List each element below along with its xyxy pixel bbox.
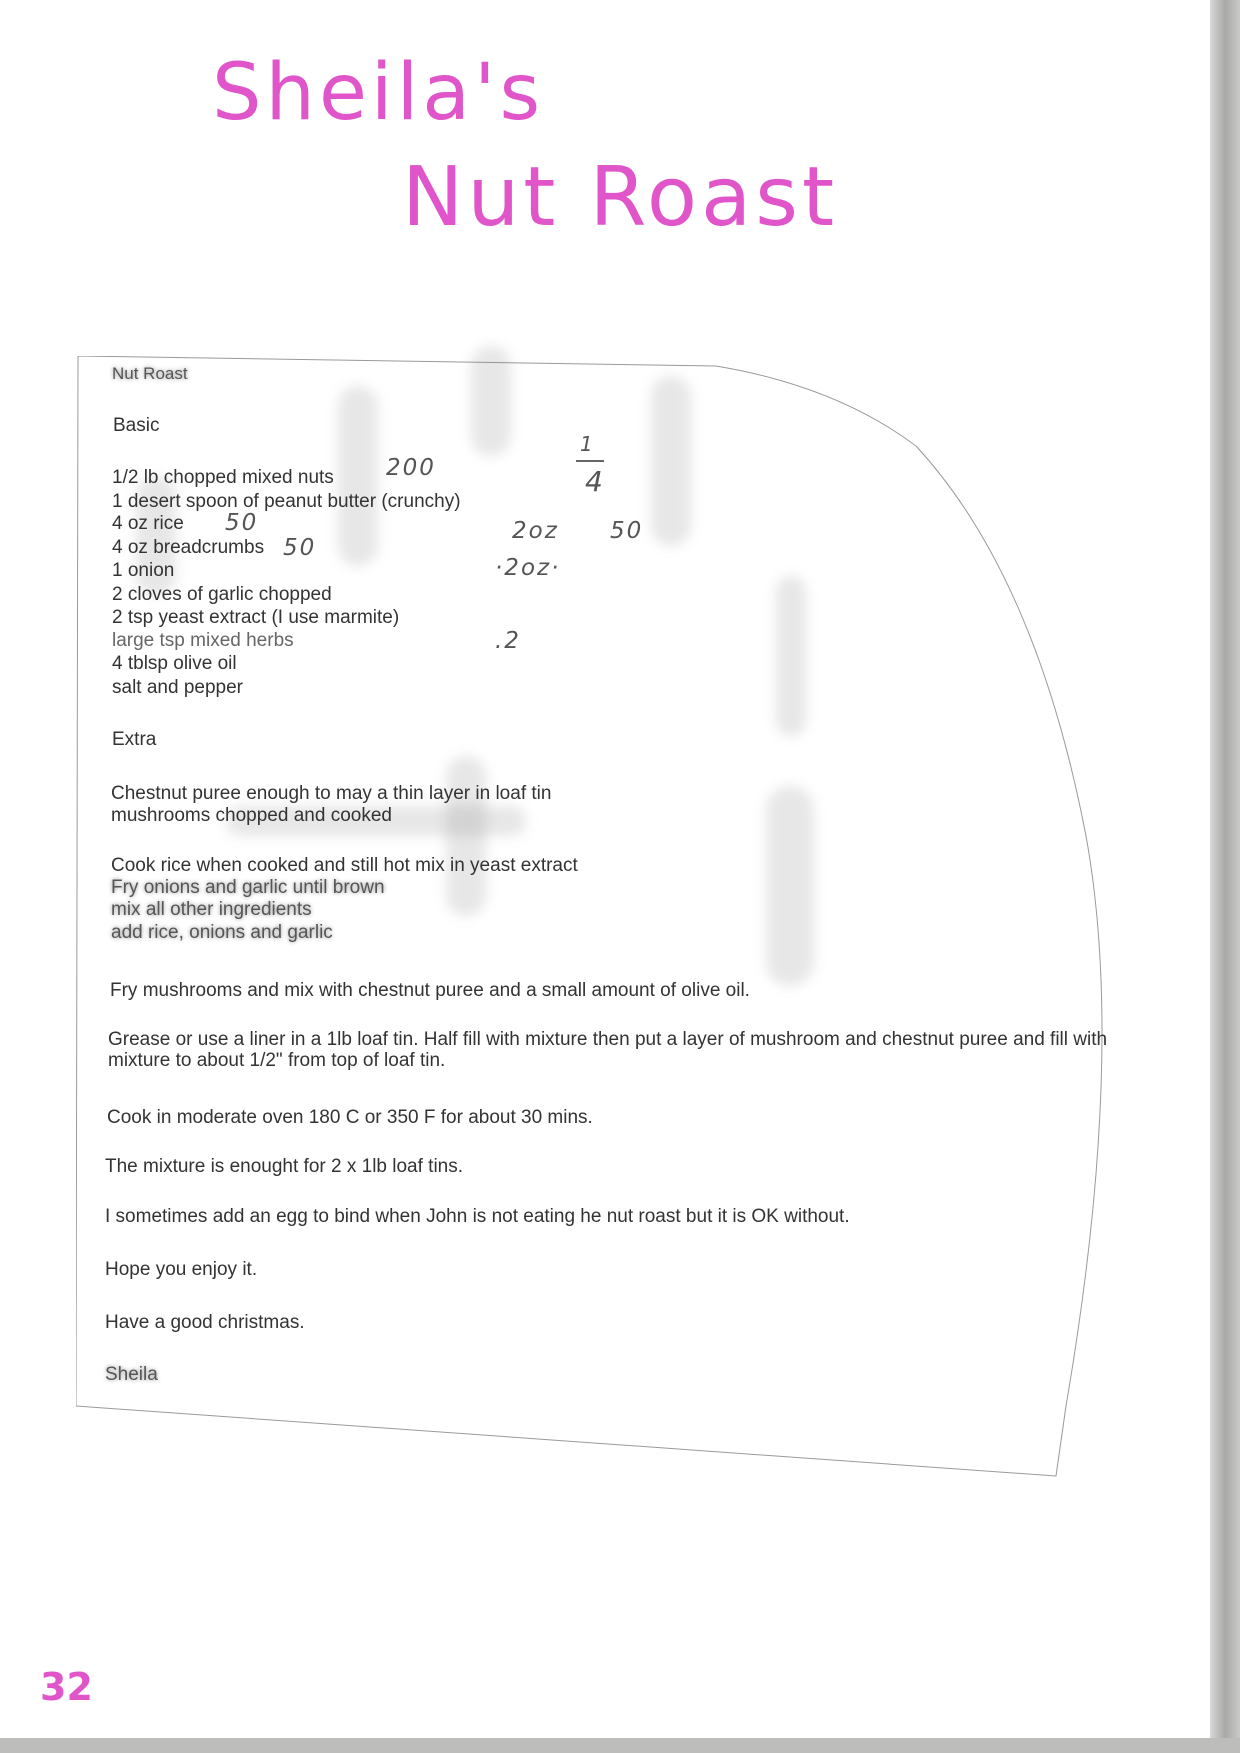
page-number: 32 <box>40 1665 93 1709</box>
toner-smear <box>471 346 511 456</box>
scanner-edge-right <box>1210 0 1240 1753</box>
ingredient-line: salt and pepper <box>112 677 243 698</box>
ingredient-line: 4 oz breadcrumbs <box>112 537 265 558</box>
handwritten-fraction-denominator: 4 <box>585 465 605 498</box>
toner-smear <box>651 376 691 546</box>
handwritten-note-rice: 50 <box>225 510 259 536</box>
handwritten-note-50: 50 <box>610 518 644 544</box>
method-step: mix all other ingredients <box>111 899 312 920</box>
handwritten-note-breadcrumbs: 50 <box>283 535 317 561</box>
signature: Sheila <box>105 1364 158 1385</box>
method-paragraph: Hope you enjoy it. <box>105 1259 258 1280</box>
method-paragraph: I sometimes add an egg to bind when John is not eating he nut roast but it is OK without. <box>105 1206 850 1227</box>
toner-smear <box>446 756 486 916</box>
recipe-heading: Nut Roast <box>112 364 188 383</box>
ingredient-line: 4 tblsp olive oil <box>112 653 237 674</box>
method-paragraph: Have a good christmas. <box>105 1312 305 1333</box>
handwritten-note-2oz: 2oz <box>512 518 559 544</box>
ingredient-line: 1 desert spoon of peanut butter (crunchy) <box>112 491 461 512</box>
extra-label: Extra <box>112 729 157 750</box>
handwritten-note-2oz-b: ·2oz· <box>495 555 561 581</box>
toner-smear <box>776 576 806 736</box>
ingredient-line: 2 tsp yeast extract (I use marmite) <box>112 607 400 628</box>
handwritten-title-line1: Sheila's <box>212 48 545 138</box>
fraction-bar <box>576 460 604 462</box>
toner-smear <box>766 786 814 986</box>
scanner-edge-bottom <box>0 1738 1240 1753</box>
method-paragraph: Cook in moderate oven 180 C or 350 F for about 30 mins. <box>107 1107 593 1128</box>
method-paragraph: Fry mushrooms and mix with chestnut puree and a small amount of olive oil. <box>110 980 750 1001</box>
method-paragraph: Grease or use a liner in a 1lb loaf tin. Half fill with mixture then put a layer of mushroom and chestnut puree and fill with mixture to about 1/2" from top of loaf tin. <box>108 1029 1108 1071</box>
handwritten-note-nuts: 200 <box>386 455 436 481</box>
method-step: Cook rice when cooked and still hot mix in yeast extract <box>111 855 578 876</box>
extra-line: Chestnut puree enough to may a thin layer in loaf tin <box>111 783 552 804</box>
toner-smear <box>338 386 378 566</box>
ingredient-line: 1/2 lb chopped mixed nuts <box>112 467 334 488</box>
handwritten-fraction-numerator: 1 <box>580 432 595 456</box>
basic-label: Basic <box>113 415 160 436</box>
handwritten-note-2: .2 <box>495 628 521 654</box>
method-step: Fry onions and garlic until brown <box>111 877 385 898</box>
extra-line: mushrooms chopped and cooked <box>111 805 392 826</box>
handwritten-title-line2: Nut Roast <box>402 150 839 245</box>
ingredient-line: 1 onion <box>112 560 175 581</box>
ingredient-line: large tsp mixed herbs <box>112 630 294 651</box>
method-step: add rice, onions and garlic <box>111 922 333 943</box>
ingredient-line: 2 cloves of garlic chopped <box>112 584 332 605</box>
method-paragraph: The mixture is enought for 2 x 1lb loaf tins. <box>105 1156 464 1177</box>
ingredient-line: 4 oz rice <box>112 513 184 534</box>
